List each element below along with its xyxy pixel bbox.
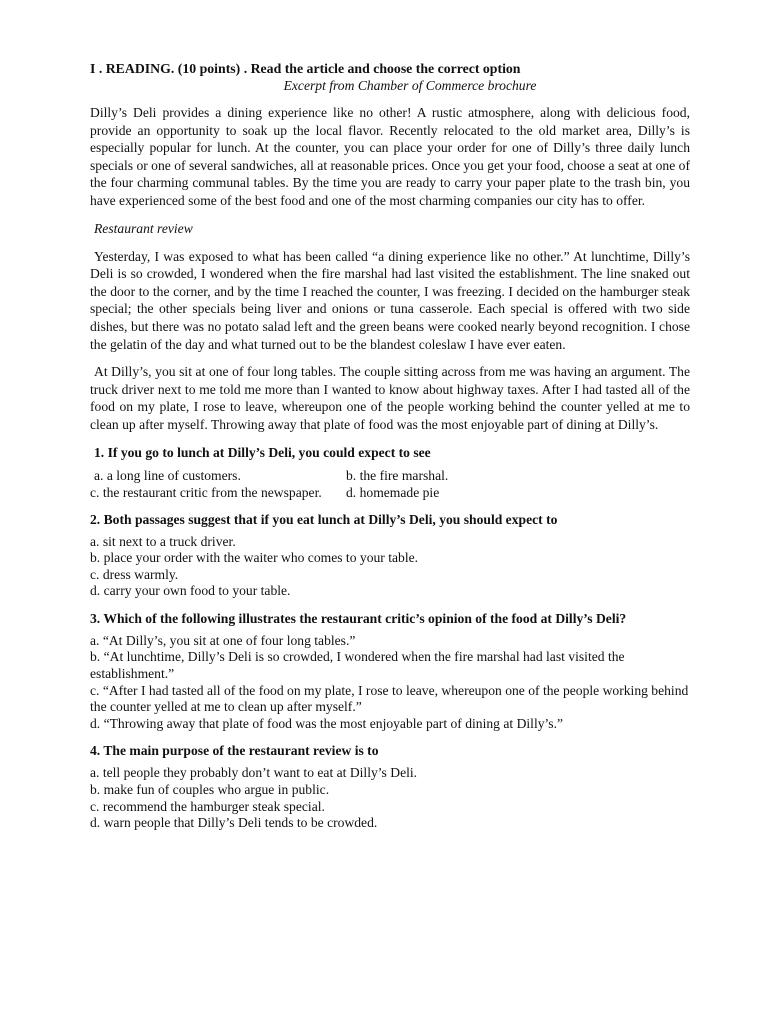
section-heading: I . READING. (10 points) . Read the article and choose the correct option xyxy=(90,61,521,76)
option-c: c. recommend the hamburger steak special. xyxy=(90,798,325,814)
question-text: The main purpose of the restaurant review is to xyxy=(103,743,379,759)
review-paragraph-2: At Dilly’s, you sit at one of four long tables. The couple sitting across from me was having an argument. The truck driver next to me told me more than I wanted to know about highway taxes. After I had tasted all of the food on my plate, I rose to leave, whereupon one of the people working behind the counter yelled at me to clean up after myself. Throwing away that plate of food was the most enjoyable part of dining at Dilly’s. xyxy=(90,364,690,432)
review-paragraph-1: Yesterday, I was exposed to what has been called “a dining experience like no other.” At lunchtime, Dilly’s Deli is so crowded, I wondered when the fire marshal had last visited the establishment. The line snaked out the door to the corner, and by the time I reached the counter, I was freezing. I decided on the hamburger steak special; the other specials being liver and onions or tuna casserole. Each special is offered with two side dishes, but there was no potato salad left and the green beans were cooked nearly beyond recognition. I chose the gelatin of the day and what turned out to be the blandest coleslaw I have ever eaten. xyxy=(90,248,690,352)
option-b: b. make fun of couples who argue in public. xyxy=(90,782,330,798)
review-label: Restaurant review xyxy=(94,220,193,236)
excerpt-subtitle: Excerpt from Chamber of Commerce brochure xyxy=(283,78,537,93)
option-d: d. warn people that Dilly’s Deli tends to be crowded. xyxy=(90,815,378,831)
question-3-options xyxy=(90,633,690,733)
question-number: 3. xyxy=(90,610,101,626)
question-3 xyxy=(90,610,690,627)
option-b: b. the fire marshal. xyxy=(346,467,449,483)
option-a: a. a long line of customers. xyxy=(94,467,241,483)
worksheet-page xyxy=(90,60,690,832)
option-d: d. homemade pie xyxy=(346,484,440,500)
question-text: Which of the following illustrates the restaurant critic’s opinion of the food at Dilly’s Deli? xyxy=(103,610,627,626)
question-1-options xyxy=(90,467,690,501)
question-number: 1. xyxy=(94,444,105,460)
question-4-options xyxy=(90,765,690,831)
question-number: 4. xyxy=(90,743,101,759)
option-b: b. “At lunchtime, Dilly’s Deli is so crowded, I wondered when the fire marshal had last visited the establishment.” xyxy=(90,649,625,682)
question-text: Both passages suggest that if you eat lunch at Dilly’s Deli, you should expect to xyxy=(103,511,558,527)
question-2 xyxy=(90,511,690,528)
question-4 xyxy=(90,742,690,759)
question-number: 2. xyxy=(90,511,101,527)
option-a: a. sit next to a truck driver. xyxy=(90,533,236,549)
option-a: a. “At Dilly’s, you sit at one of four long tables.” xyxy=(90,632,356,648)
question-2-options xyxy=(90,534,690,600)
option-c: c. “After I had tasted all of the food on my plate, I rose to leave, whereupon one of the people working behind the counter yelled at me to clean up after myself.” xyxy=(90,682,689,715)
option-c: c. dress warmly. xyxy=(90,566,179,582)
question-text: If you go to lunch at Dilly’s Deli, you could expect to see xyxy=(107,444,431,460)
option-d: d. carry your own food to your table. xyxy=(90,583,291,599)
question-1 xyxy=(90,444,690,461)
option-c: c. the restaurant critic from the newspaper. xyxy=(90,484,322,500)
option-d: d. “Throwing away that plate of food was the most enjoyable part of dining at Dilly’s.” xyxy=(90,715,564,731)
brochure-paragraph: Dilly’s Deli provides a dining experience like no other! A rustic atmosphere, along with delicious food, provide an opportunity to soak up the local flavor. Recently relocated to the old market area, Dilly’s is especially popular for lunch. At the counter, you can place your order for one of Dilly’s three daily lunch specials or one of several sandwiches, all at reasonable prices. Once you get your food, choose a seat at one of the four charming communal tables. By the time you are ready to carry your paper plate to the trash bin, you have experienced some of the best food and one of the most charming companies our city has to offer. xyxy=(90,105,690,208)
option-b: b. place your order with the waiter who comes to your table. xyxy=(90,550,419,566)
option-a: a. tell people they probably don’t want to eat at Dilly’s Deli. xyxy=(90,765,418,781)
